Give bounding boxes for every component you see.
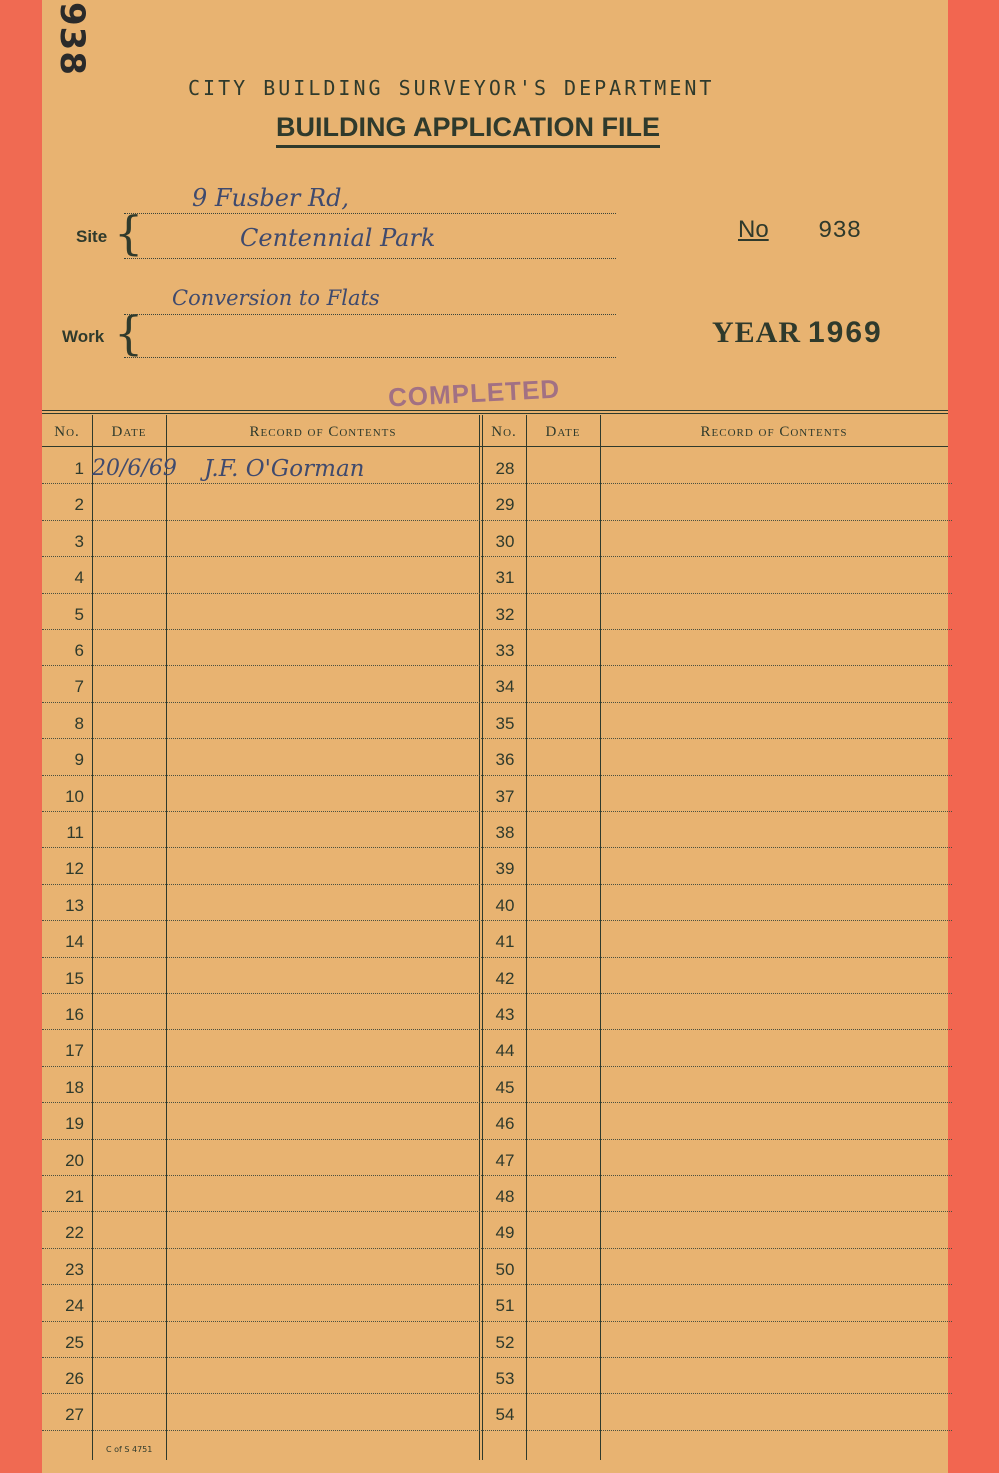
header-record-left: Record of Contents — [249, 423, 397, 440]
row-number-left: 26 — [65, 1369, 84, 1388]
header-record-right: Record of Contents — [700, 423, 848, 440]
row-number-right: 42 — [495, 968, 515, 988]
row-number-right: 32 — [495, 604, 515, 624]
row-number-left: 16 — [65, 1005, 84, 1024]
row-number-left: 21 — [65, 1187, 84, 1206]
file-number-label: No — [738, 216, 769, 243]
corner-file-number: 938 — [52, 2, 92, 76]
row-number-left: 19 — [65, 1114, 84, 1134]
table-top-rule — [42, 410, 948, 411]
row-number-left: 14 — [65, 932, 84, 952]
row-number-left: 22 — [65, 1223, 84, 1243]
row-number-left: 9 — [74, 750, 84, 770]
work-line-2 — [124, 357, 616, 358]
row-number-left: 13 — [65, 895, 84, 915]
row-number-left: 7 — [74, 677, 84, 697]
row-number-left: 6 — [74, 641, 84, 660]
row-number-right: 40 — [495, 895, 515, 915]
row-number-left: 3 — [74, 531, 84, 551]
header-date-left: Date — [111, 423, 147, 440]
site-label: Site — [76, 227, 108, 246]
row-number-right: 43 — [495, 1005, 515, 1024]
row-number-right: 50 — [495, 1259, 515, 1279]
row-number-left: 12 — [65, 859, 84, 879]
row-number-right: 39 — [495, 859, 515, 879]
site-handwritten-line-2: Centennial Park — [240, 224, 436, 252]
right-binding-strip — [948, 0, 999, 1473]
row-number-right: 47 — [495, 1150, 515, 1170]
form-code: C of S 4751 — [106, 1445, 153, 1454]
row-number-left: 24 — [65, 1296, 84, 1316]
site-brace: { — [114, 206, 144, 260]
row-number-right: 41 — [495, 932, 515, 952]
row-number-left: 27 — [65, 1405, 84, 1425]
row-number-right: 33 — [495, 641, 515, 660]
row-number-left: 18 — [65, 1077, 84, 1097]
row-number-right: 34 — [495, 677, 515, 697]
year-value: 1969 — [808, 316, 883, 349]
site-handwritten-line-1: 9 Fusber Rd, — [192, 184, 350, 212]
department-heading: CITY BUILDING SURVEYOR'S DEPARTMENT — [188, 76, 715, 100]
left-binding-strip — [0, 0, 42, 1473]
year-label: YEAR — [712, 316, 802, 349]
header-date-right: Date — [545, 423, 581, 440]
row-number-right: 31 — [495, 568, 515, 588]
entry-1-record: J.F. O'Gorman — [204, 456, 365, 482]
row-number-right: 52 — [495, 1332, 515, 1352]
row-number-left: 15 — [65, 968, 84, 988]
row-number-left: 8 — [74, 713, 84, 733]
work-line-1 — [124, 314, 616, 315]
row-number-right: 51 — [495, 1296, 515, 1316]
site-line-1 — [124, 213, 616, 214]
row-number-left: 1 — [74, 459, 84, 478]
row-number-right: 54 — [495, 1405, 515, 1425]
row-number-right: 35 — [495, 713, 515, 733]
file-number-value: 938 — [818, 218, 862, 245]
row-number-right: 30 — [495, 531, 515, 551]
row-number-left: 4 — [74, 568, 84, 588]
table-top-rule-inner — [42, 413, 948, 414]
row-number-left: 10 — [65, 786, 84, 806]
row-number-right: 36 — [495, 750, 515, 770]
row-number-left: 2 — [74, 495, 84, 515]
work-brace: { — [114, 306, 144, 360]
row-number-right: 28 — [495, 459, 515, 478]
row-number-right: 48 — [495, 1187, 515, 1206]
form-title: BUILDING APPLICATION FILE — [276, 112, 660, 148]
work-label: Work — [62, 327, 105, 346]
row-number-left: 20 — [65, 1150, 84, 1170]
row-number-left: 25 — [65, 1332, 84, 1352]
completed-stamp: COMPLETED — [387, 373, 561, 413]
row-number-right: 45 — [495, 1077, 515, 1097]
site-line-2 — [124, 258, 616, 259]
row-number-left: 23 — [65, 1259, 84, 1279]
row-number-right: 37 — [495, 786, 515, 806]
row-number-right: 49 — [495, 1223, 515, 1243]
header-no-right: No. — [491, 423, 517, 440]
row-number-left: 17 — [65, 1041, 84, 1061]
row-number-right: 38 — [495, 823, 515, 842]
row-number-right: 29 — [495, 495, 515, 515]
header-no-left: No. — [54, 423, 80, 440]
entry-1-date: 20/6/69 — [92, 456, 177, 481]
row-number-left: 11 — [66, 823, 84, 842]
row-number-left: 5 — [74, 604, 84, 624]
row-number-right: 46 — [495, 1114, 515, 1134]
work-handwritten-line-1: Conversion to Flats — [172, 286, 380, 310]
row-number-right: 44 — [495, 1041, 515, 1061]
row-number-right: 53 — [495, 1369, 515, 1388]
